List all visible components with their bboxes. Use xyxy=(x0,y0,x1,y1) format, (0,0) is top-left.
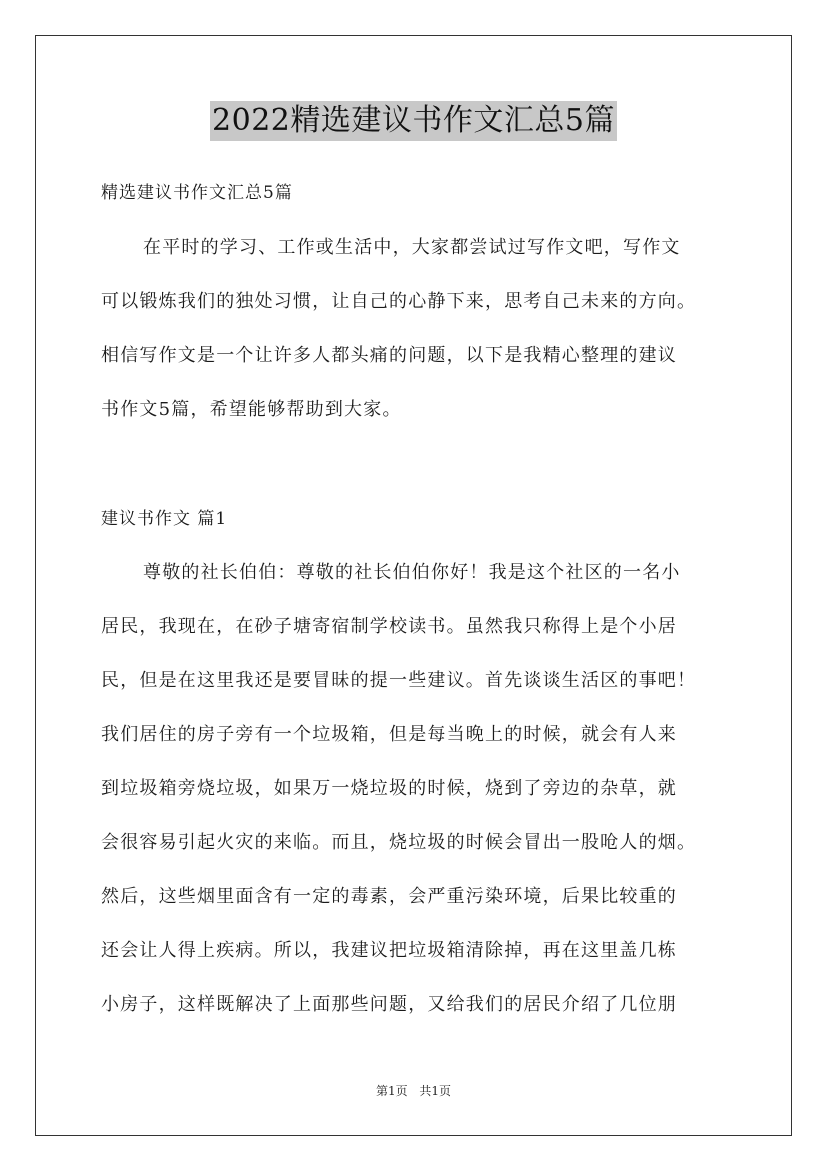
document-title: 2022精选建议书作文汇总5篇 xyxy=(210,101,617,141)
page-total: 共1页 xyxy=(419,1084,452,1098)
page-footer xyxy=(0,1083,827,1099)
page-number: 第1页 xyxy=(375,1084,408,1098)
body-line: 小房子，这样既解决了上面那些问题，又给我们的居民介绍了几位朋 xyxy=(101,994,677,1015)
intro-line: 书作文5篇，希望能够帮助到大家。 xyxy=(101,399,402,420)
section-heading: 建议书作文 篇1 xyxy=(101,509,228,529)
document-subtitle: 精选建议书作文汇总5篇 xyxy=(101,183,293,203)
body-line: 到垃圾箱旁烧垃圾，如果万一烧垃圾的时候，烧到了旁边的杂草，就 xyxy=(101,778,677,799)
intro-line: 可以锻炼我们的独处习惯，让自己的心静下来，思考自己未来的方向。 xyxy=(101,291,697,312)
body-line: 居民，我现在，在砂子塘寄宿制学校读书。虽然我只称得上是个小居 xyxy=(101,616,677,637)
body-line: 尊敬的社长伯伯：尊敬的社长伯伯你好！我是这个社区的一名小 xyxy=(143,562,681,583)
body-line: 我们居住的房子旁有一个垃圾箱，但是每当晚上的时候，就会有人来 xyxy=(101,724,677,745)
title-container xyxy=(0,101,827,141)
intro-line: 相信写作文是一个让许多人都头痛的问题，以下是我精心整理的建议 xyxy=(101,345,677,366)
body-line: 会很容易引起火灾的来临。而且，烧垃圾的时候会冒出一股呛人的烟。 xyxy=(101,832,697,853)
intro-line: 在平时的学习、工作或生活中，大家都尝试过写作文吧，写作文 xyxy=(143,237,681,258)
body-line: 民，但是在这里我还是要冒昧的提一些建议。首先谈谈生活区的事吧！ xyxy=(101,670,697,691)
body-line: 还会让人得上疾病。所以，我建议把垃圾箱清除掉，再在这里盖几栋 xyxy=(101,940,677,961)
body-line: 然后，这些烟里面含有一定的毒素，会严重污染环境，后果比较重的 xyxy=(101,886,677,907)
